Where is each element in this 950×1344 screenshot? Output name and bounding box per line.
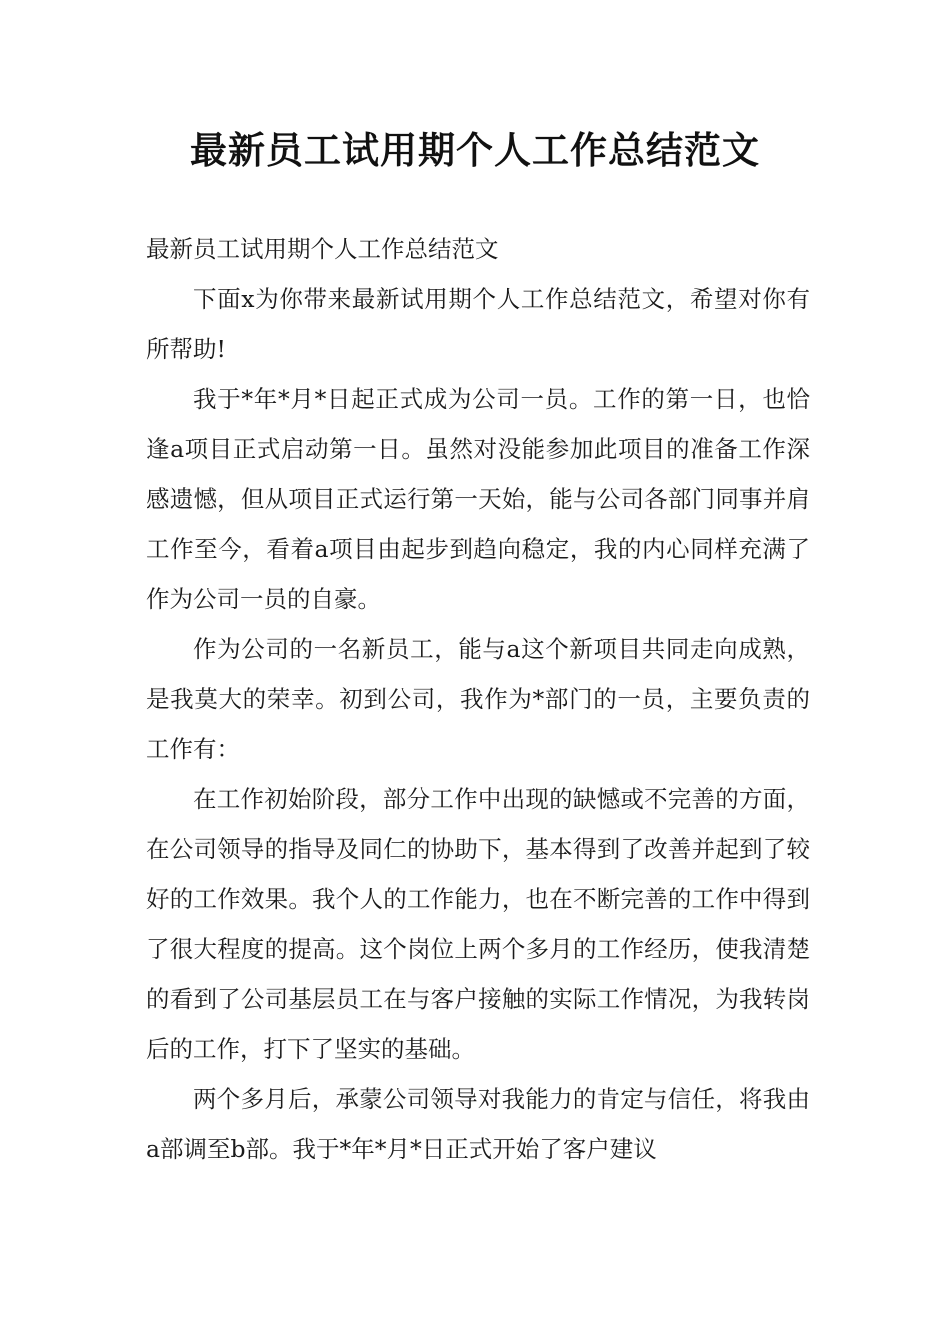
- document-body: [146, 224, 810, 1174]
- paragraph-intro: 下面x为你带来最新试用期个人工作总结范文，希望对你有所帮助!: [146, 285, 810, 363]
- paragraph-initial-stage: 在工作初始阶段，部分工作中出现的缺憾或不完善的方面，在公司领导的指导及同仁的协助下，基本得到了改善并起到了较好的工作效果。我个人的工作能力，也在不断完善的工作中得到了很大程度的提高。这个岗位上两个多月的工作经历，使我清楚的看到了公司基层员工在与客户接触的实际工作情况，为我转岗后的工作，打下了坚实的基础。: [146, 785, 810, 1063]
- paragraph-start-date: 我于*年*月*日起正式成为公司一员。工作的第一日，也恰逢a项目正式启动第一日。虽然对没能参加此项目的准备工作深感遗憾，但从项目正式运行第一天始，能与公司各部门同事并肩工作至今，看着a项目由起步到趋向稳定，我的内心同样充满了作为公司一员的自豪。: [146, 385, 810, 613]
- paragraph-new-employee: 作为公司的一名新员工，能与a这个新项目共同走向成熟，是我莫大的荣幸。初到公司，我作为*部门的一员，主要负责的工作有：: [146, 635, 810, 763]
- document-subtitle: 最新员工试用期个人工作总结范文: [146, 235, 499, 263]
- paragraph-transfer: 两个多月后，承蒙公司领导对我能力的肯定与信任，将我由a部调至b部。我于*年*月*日正式开始了客户建议: [146, 1085, 810, 1163]
- document-title: 最新员工试用期个人工作总结范文: [190, 129, 760, 172]
